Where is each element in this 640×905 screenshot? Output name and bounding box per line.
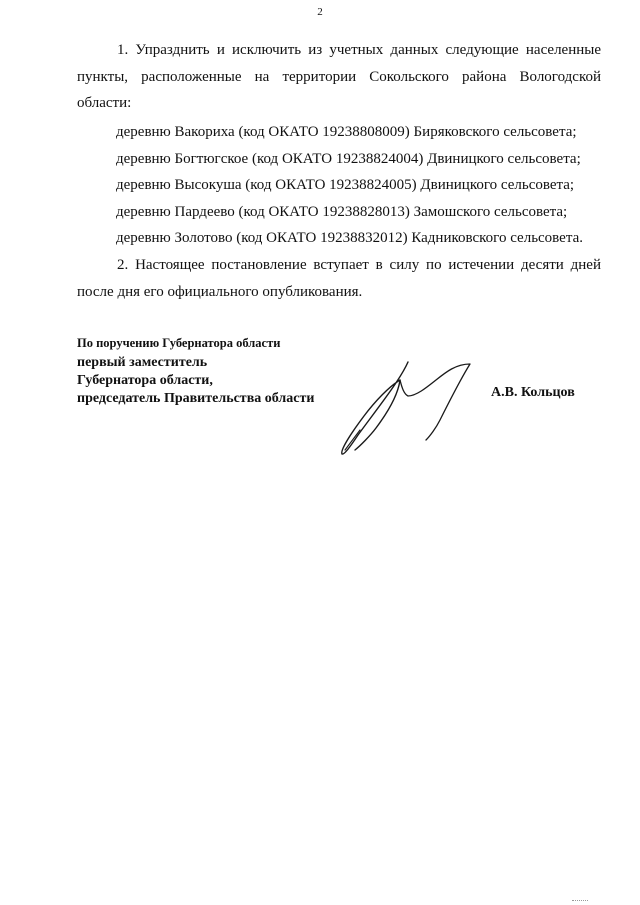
paragraph-2: 2. Настоящее постановление вступает в силу по истечении десяти дней после дня его официального опубликования.	[77, 257, 601, 300]
paragraph-1: 1. Упразднить и исключить из учетных данных следующие населенные пункты, расположенные на территории Сокольского района Вологодской области:	[77, 42, 601, 111]
signatory-line-1: По поручению Губернатора области	[77, 336, 281, 350]
list-item: деревню Пардеево (код ОКАТО 19238828013) Замошского сельсовета;	[116, 203, 568, 220]
page-corner-mark-bottom	[572, 897, 588, 901]
signatory-line-4: председатель Правительства области	[77, 391, 315, 406]
village-list	[116, 119, 616, 252]
list-item: деревню Богтюгское (код ОКАТО 19238824004) Двиницкого сельсовета;	[116, 150, 581, 167]
page-number: 2	[317, 6, 323, 18]
signatory-title-block	[77, 332, 314, 408]
page-corner-mark	[568, 0, 582, 5]
list-item: деревню Вакориха (код ОКАТО 19238808009) Биряковского сельсовета;	[116, 124, 577, 140]
list-item: деревню Высокуша (код ОКАТО 19238824005) Двиницкого сельсовета;	[116, 177, 575, 193]
signatory-name: А.В. Кольцов	[491, 385, 575, 400]
signatory-line-2: первый заместитель	[77, 355, 208, 370]
list-item: деревню Золотово (код ОКАТО 19238832012) Кадниковского сельсовета.	[116, 230, 583, 246]
signatory-line-3: Губернатора области,	[77, 373, 213, 388]
handwritten-signature	[330, 350, 480, 460]
